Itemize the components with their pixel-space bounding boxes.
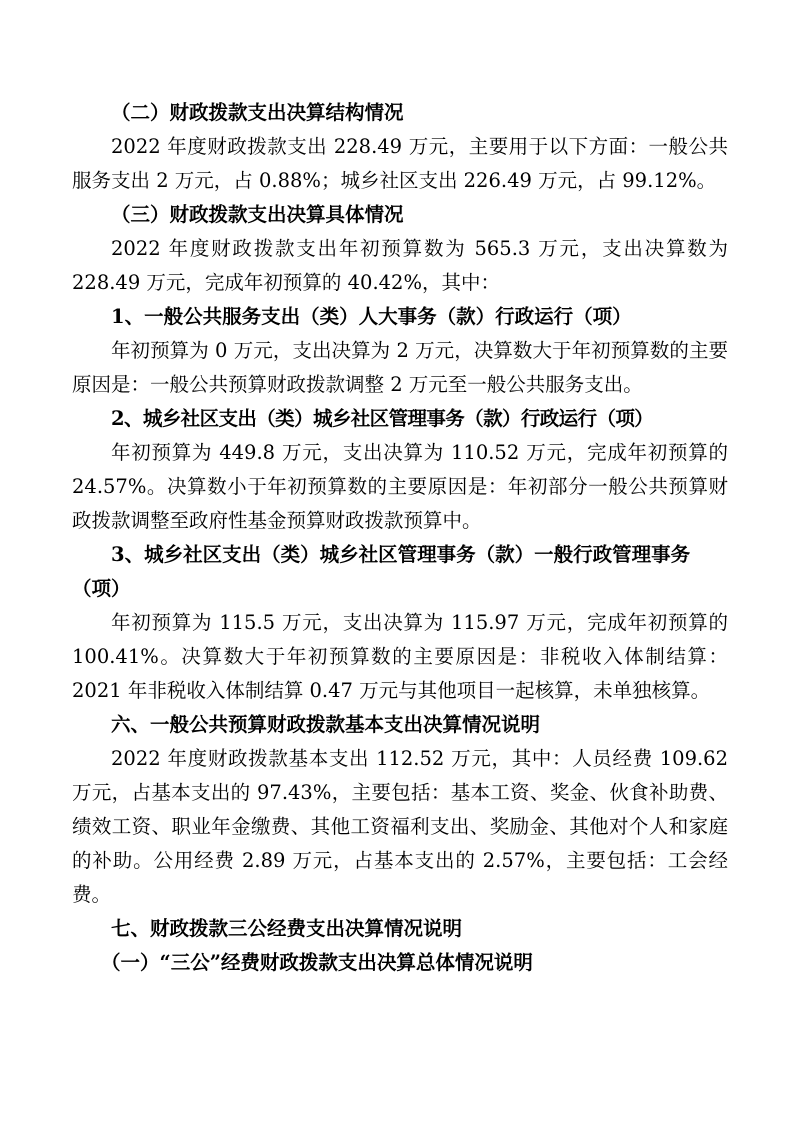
paragraph-basic-expenditure: 2022 年度财政拨款基本支出 112.52 万元，其中：人员经费 109.62 万元，占基本支出的 97.43%，主要包括：基本工资、奖金、伙食补助费、绩效工资、职业年金缴费、其他工资福利支出、奖励金、其他对个人和家庭的补助。公用经费 2.89 万元，占基本支出的 2.57%，主要包括：工会经费。 [72,747,728,906]
section-heading-basic-expenditure: 六、一般公共预算财政拨款基本支出决算情况说明 [111,713,541,736]
paragraph-item-2: 年初预算为 449.8 万元，支出决算为 110.52 万元，完成年初预算的 24.57%。决算数小于年初预算数的主要原因是：年初部分一般公共预算财政拨款调整至政府性基金预算财政拨款预算中。 [72,441,728,532]
paragraph-item-1: 年初预算为 0 万元，支出决算为 2 万元，决算数大于年初预算数的主要原因是：一般公共预算财政拨款调整 2 万元至一般公共服务支出。 [72,339,728,396]
section-heading-structure: （二）财政拨款支出决算结构情况 [111,101,404,124]
paragraph-structure: 2022 年度财政拨款支出 228.49 万元，主要用于以下方面：一般公共服务支出 2 万元，占 0.88%；城乡社区支出 226.49 万元，占 99.12%。 [72,135,728,192]
subsection-heading-three-public-overall: （一）“三公”经费财政拨款支出决算总体情况说明 [101,951,533,974]
section-heading-details: （三）财政拨款支出决算具体情况 [111,203,404,226]
document-body [72,96,728,980]
item-heading-2: 2、城乡社区支出（类）城乡社区管理事务（款）行政运行（项） [111,407,654,430]
section-heading-three-public: 七、财政拨款三公经费支出决算情况说明 [111,917,463,940]
paragraph-details: 2022 年度财政拨款支出年初预算数为 565.3 万元，支出决算数为 228.49 万元，完成年初预算的 40.42%，其中： [72,237,728,294]
item-heading-3: 3、城乡社区支出（类）城乡社区管理事务（款）一般行政管理事务（项） [72,543,691,600]
paragraph-item-3: 年初预算为 115.5 万元，支出决算为 115.97 万元，完成年初预算的 100.41%。决算数大于年初预算数的主要原因是：非税收入体制结算：2021 年非税收入体制结算 0.47 万元与其他项目一起核算，未单独核算。 [72,611,728,702]
item-heading-1: 1、一般公共服务支出（类）人大事务（款）行政运行（项） [111,305,632,328]
